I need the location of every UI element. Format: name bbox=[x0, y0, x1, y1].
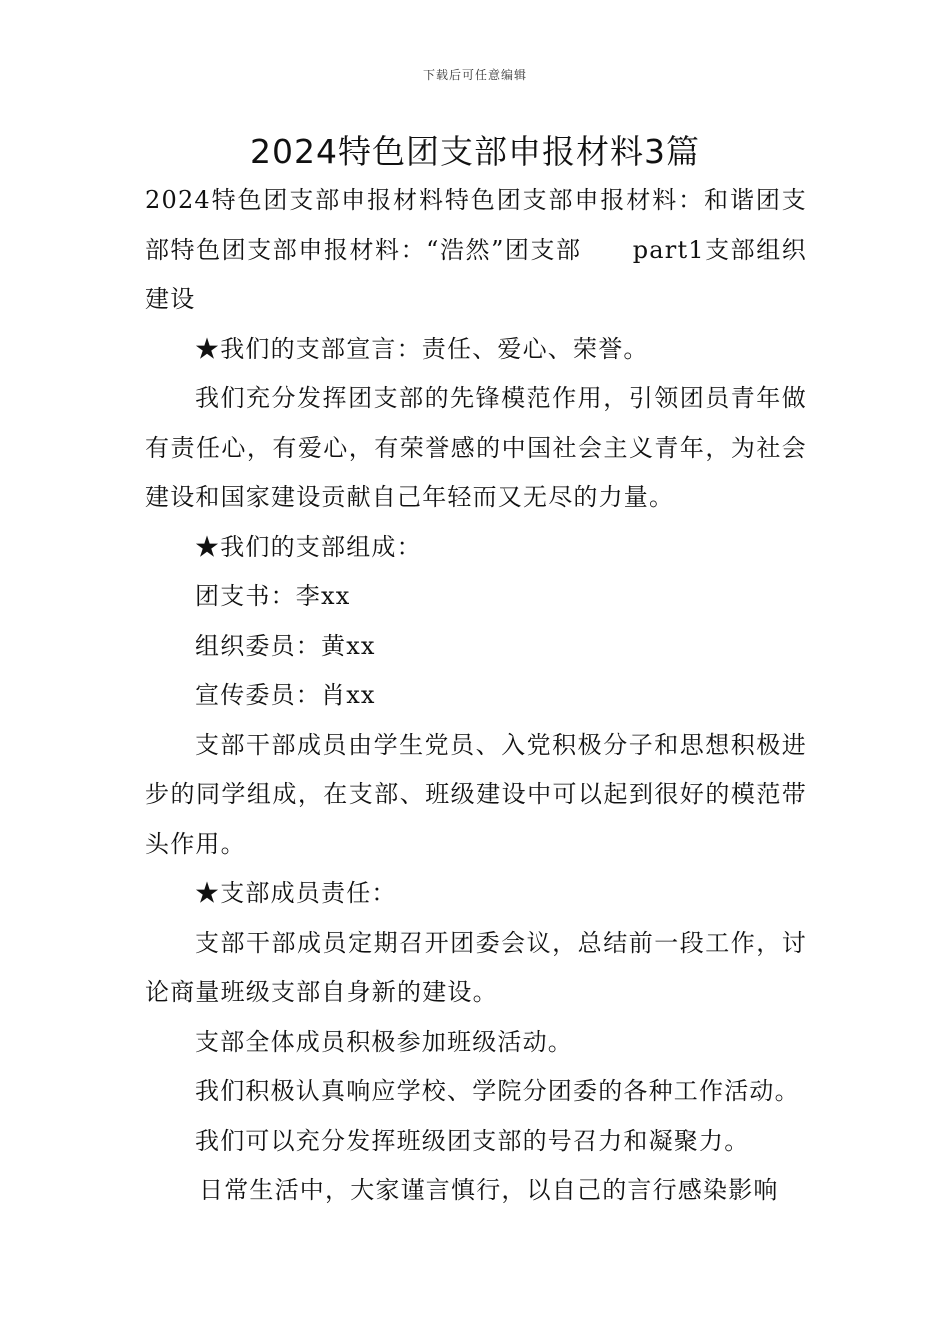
branch-composition-heading: ★我们的支部组成： bbox=[195, 532, 422, 561]
daily-life-paragraph: 日常生活中，大家谨言慎行，以自己的言行感染影响 bbox=[199, 1176, 779, 1204]
organization-member-line: 组织委员：黄xx bbox=[195, 631, 376, 660]
cohesion-paragraph: 我们可以充分发挥班级团支部的号召力和凝聚力。 bbox=[195, 1126, 750, 1155]
document-body bbox=[145, 176, 807, 1216]
secretary-line: 团支书：李xx bbox=[195, 582, 351, 610]
vanguard-paragraph: 我们充分发挥团支部的先锋模范作用，引领团员青年做有责任心，有爱心，有荣誉感的中国社会主义青年，为社会建设和国家建设贡献自己年轻而又无尽的力量。 bbox=[145, 384, 807, 511]
intro-paragraph: 2024特色团支部申报材料特色团支部申报材料：和谐团支部特色团支部申报材料：“浩然”团支部 part1支部组织建设 bbox=[145, 186, 807, 313]
branch-declaration: ★我们的支部宣言：责任、爱心、荣誉。 bbox=[195, 334, 649, 363]
header-note: 下载后可任意编辑 bbox=[422, 68, 527, 82]
member-responsibility-heading: ★支部成员责任： bbox=[195, 879, 397, 907]
cadre-composition-paragraph: 支部干部成员由学生党员、入党积极分子和思想积极进步的同学组成，在支部、班级建设中可以起到很好的模范带头作用。 bbox=[145, 730, 807, 858]
publicity-member-line: 宣传委员：肖xx bbox=[195, 681, 376, 709]
meeting-paragraph: 支部干部成员定期召开团委会议，总结前一段工作，讨论商量班级支部自身新的建设。 bbox=[145, 928, 807, 1006]
class-activity-paragraph: 支部全体成员积极参加班级活动。 bbox=[195, 1027, 573, 1056]
school-activity-paragraph: 我们积极认真响应学校、学院分团委的各种工作活动。 bbox=[195, 1077, 800, 1105]
document-title: 2024特色团支部申报材料3篇 bbox=[250, 132, 700, 171]
